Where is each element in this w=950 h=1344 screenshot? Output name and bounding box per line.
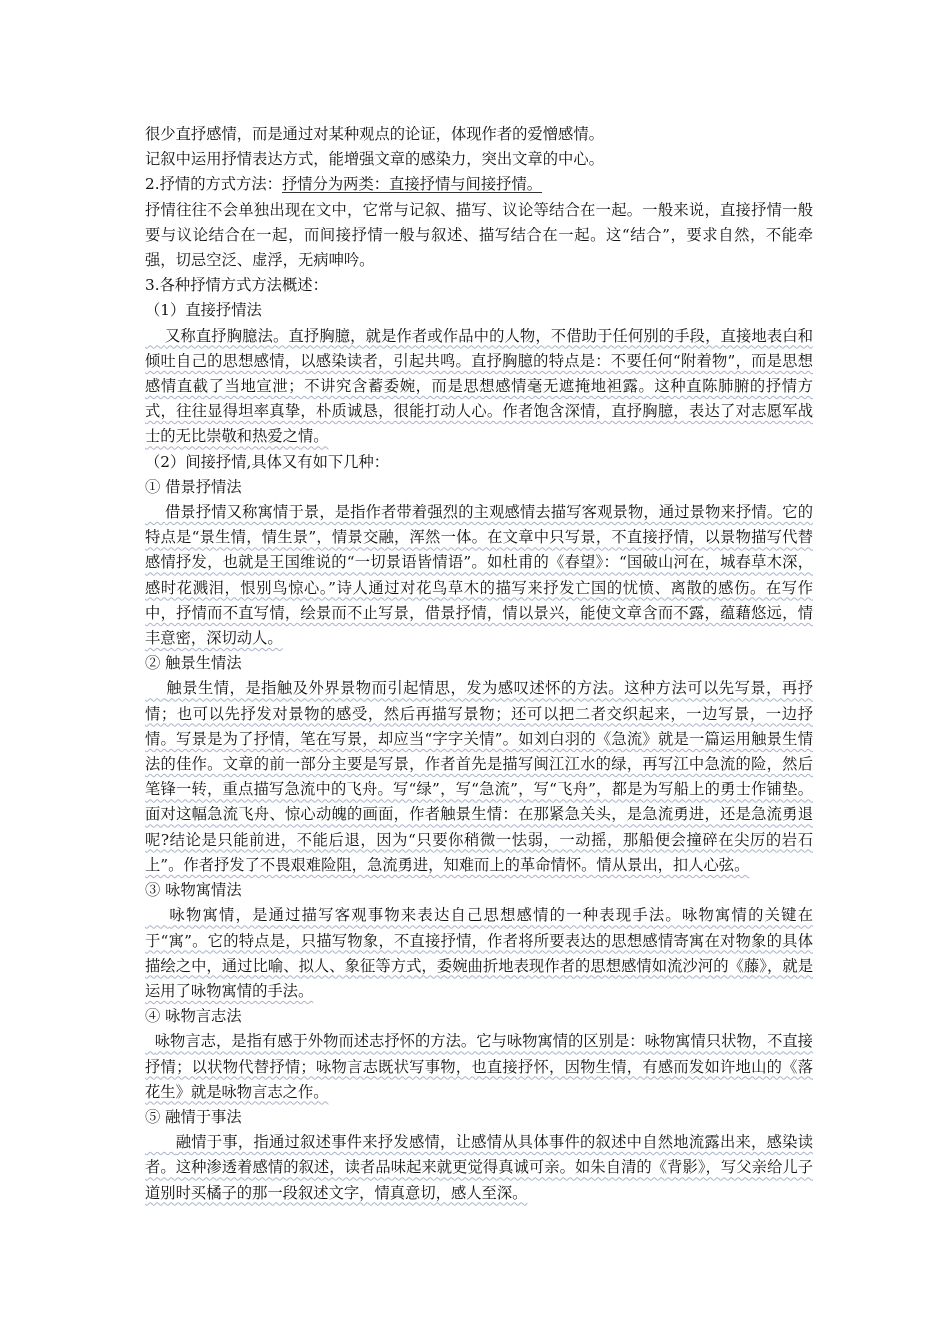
heading-3: 3.各种抒情方式方法概述： — [145, 276, 328, 295]
heading-2-prefix: 2.抒情的方式方法： — [145, 175, 282, 194]
subheading-indirect: （2）间接抒情,具体又有如下几种： — [145, 452, 390, 471]
method-1-paragraph — [145, 500, 813, 651]
method-2-text: 触景生情，是指触及外界景物而引起情思，发为感叹述怀的方法。这种方法可以先写景，再抒情；也可以先抒发对景物的感受，然后再描写景物；还可以把二者交织起来，一边写景，一边抒情。写景是为了抒情，笔在写景，却应当“字字关情”。如刘白羽的《急流》就是一篇运用触景生情法的佳作。文章的前一部分主要是写景，作者首先是描写闽江江水的绿，再写江中急流的险，然后笔锋一转，重点描写急流中的飞舟。写“绿”，写“急流”，写“飞舟”，都是为写船上的勇士作铺垫。面对这幅急流飞舟、惊心动魄的画面，作者触景生情：在那紧急关头，是急流勇进，还是急流勇退呢?结论是只能前进，不能后退，因为“只要你稍微一怯弱，一动摇，那船便会撞碎在尖厉的岩石上”。作者抒发了不畏艰难险阻，急流勇进，知难而上的革命情怀。情从景出，扣人心弦。 — [145, 679, 813, 874]
document-page — [145, 122, 813, 1206]
method-2-paragraph — [145, 676, 813, 878]
method-3-text: 咏物寓情，是通过描写客观事物来表达自己思想感情的一种表现手法。咏物寓情的关键在于“寓”。它的特点是，只描写物象，不直接抒情，作者将所要表达的思想感情寄寓在对物象的具体描绘之中，通过比喻、拟人、象征等方式，委婉曲折地表现作者的思想感情如流沙河的《藤》，就是运用了咏物寓情的手法。 — [145, 906, 813, 1000]
subheading-direct: （1）直接抒情法 — [145, 301, 262, 320]
paragraph-direct-text: 又称直抒胸臆法。直抒胸臆，就是作者或作品中的人物，不借助于任何别的手段，直接地表白和倾吐自己的思想感情，以感染读者，引起共鸣。直抒胸臆的特点是：不要任何“附着物”，而是思想感情直截了当地宣泄；不讲究含蓄委婉，而是思想感情毫无遮掩地袒露。这种直陈肺腑的抒情方式，往往显得坦率真挚，朴质诚恳，很能打动人心。作者饱含深情，直抒胸臆，表达了对志愿军战士的无比崇敬和热爱之情。 — [145, 326, 813, 446]
method-1-text: 借景抒情又称寓情于景，是指作者带着强烈的主观感情去描写客观景物，通过景物来抒情。它的特点是“景生情，情生景”，情景交融，浑然一体。在文章中只写景，不直接抒情，以景物描写代替感情抒发，也就是王国维说的“一切景语皆情语”。如杜甫的《春望》：“国破山河在，城春草木深，感时花溅泪，恨别鸟惊心。”诗人通过对花鸟草木的描写来抒发亡国的忧愤、离散的感伤。在写作中，抒情而不直写情，绘景而不止写景，借景抒情，情以景兴，能使文章含而不露，蕴藉悠远，情丰意密，深切动人。 — [145, 503, 813, 648]
method-3-title: ③ 咏物寓情法 — [145, 881, 242, 900]
paragraph-combination: 抒情往往不会单独出现在文中，它常与记叙、描写、议论等结合在一起。一般来说，直接抒情一般要与议论结合在一起，而间接抒情一般与叙述、描写结合在一起。这“结合”，要求自然，不能牵强，切忌空泛、虚浮，无病呻吟。 — [145, 200, 813, 270]
paragraph-intro-line-1: 很少直抒感情，而是通过对某种观点的论证，体现作者的爱憎感情。 — [145, 125, 604, 143]
method-4-text: 咏物言志，是指有感于外物而述志抒怀的方法。它与咏物寓情的区别是：咏物寓情只状物，不直接抒情；以状物代替抒情；咏物言志既状写事物，也直接抒怀，因物生情，有感而发如许地山的《落花生》就是咏物言志之作。 — [145, 1032, 813, 1101]
heading-2 — [145, 172, 813, 197]
method-5-paragraph — [145, 1130, 813, 1206]
method-4-paragraph — [145, 1029, 813, 1105]
method-5-title: ⑤ 融情于事法 — [145, 1107, 242, 1126]
method-3-paragraph — [145, 903, 813, 1004]
heading-2-underlined: 抒情分为两类：直接抒情与间接抒情。 — [281, 175, 543, 194]
paragraph-intro-line-2: 记叙中运用抒情表达方式，能增强文章的感染力，突出文章的中心。 — [145, 150, 604, 169]
method-4-title: ④ 咏物言志法 — [145, 1007, 242, 1026]
method-5-text: 融情于事，指通过叙述事件来抒发感情，让感情从具体事件的叙述中自然地流露出来，感染读者。这种渗透着感情的叙述，读者品味起来就更觉得真诚可亲。如朱自清的《背影》，写父亲给儿子道别时买橘子的那一段叙述文字，情真意切，感人至深。 — [145, 1133, 813, 1202]
method-2-title: ② 触景生情法 — [145, 654, 242, 673]
paragraph-direct — [145, 324, 813, 450]
method-1-title: ① 借景抒情法 — [145, 477, 242, 496]
